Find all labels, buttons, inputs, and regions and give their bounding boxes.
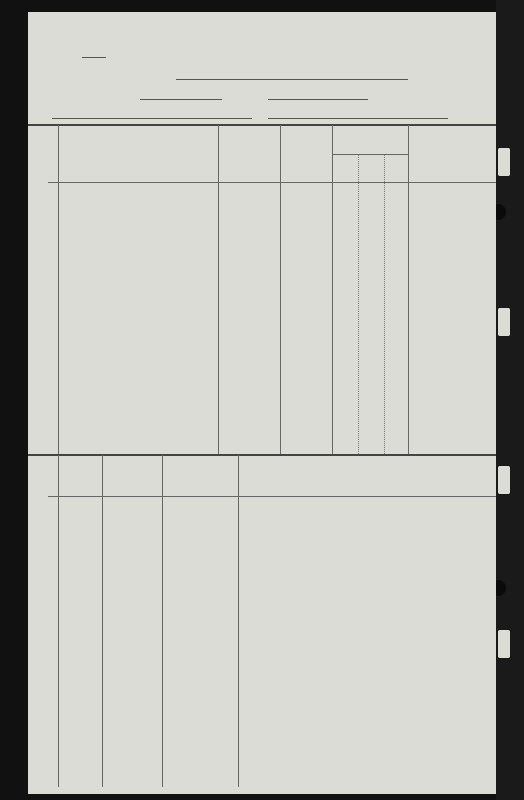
col-divider	[238, 455, 239, 787]
col-divider	[384, 154, 385, 454]
bottom-table-border	[28, 454, 496, 456]
binder-tab	[498, 308, 510, 336]
col-divider	[408, 125, 409, 454]
binder-tab	[498, 630, 510, 658]
col-divider	[358, 154, 359, 454]
day-line	[268, 99, 368, 100]
top-table-border	[28, 124, 496, 126]
col-divider	[280, 125, 281, 454]
page-number-line	[82, 57, 106, 58]
binder-strip	[496, 0, 524, 800]
to-line	[268, 118, 448, 119]
col-divider	[58, 125, 59, 454]
col-divider	[102, 455, 103, 787]
enlistment-subrule	[332, 154, 408, 155]
month-line	[140, 99, 222, 100]
report-page	[28, 12, 496, 794]
bottom-header-rule	[48, 496, 496, 497]
binder-tab	[498, 148, 510, 176]
col-divider	[332, 125, 333, 454]
col-divider	[58, 455, 59, 787]
binder-tab	[498, 466, 510, 494]
top-header-rule	[48, 182, 496, 183]
col-divider	[218, 125, 219, 454]
col-divider	[162, 455, 163, 787]
from-line	[52, 118, 252, 119]
ship-name-line	[176, 79, 408, 80]
